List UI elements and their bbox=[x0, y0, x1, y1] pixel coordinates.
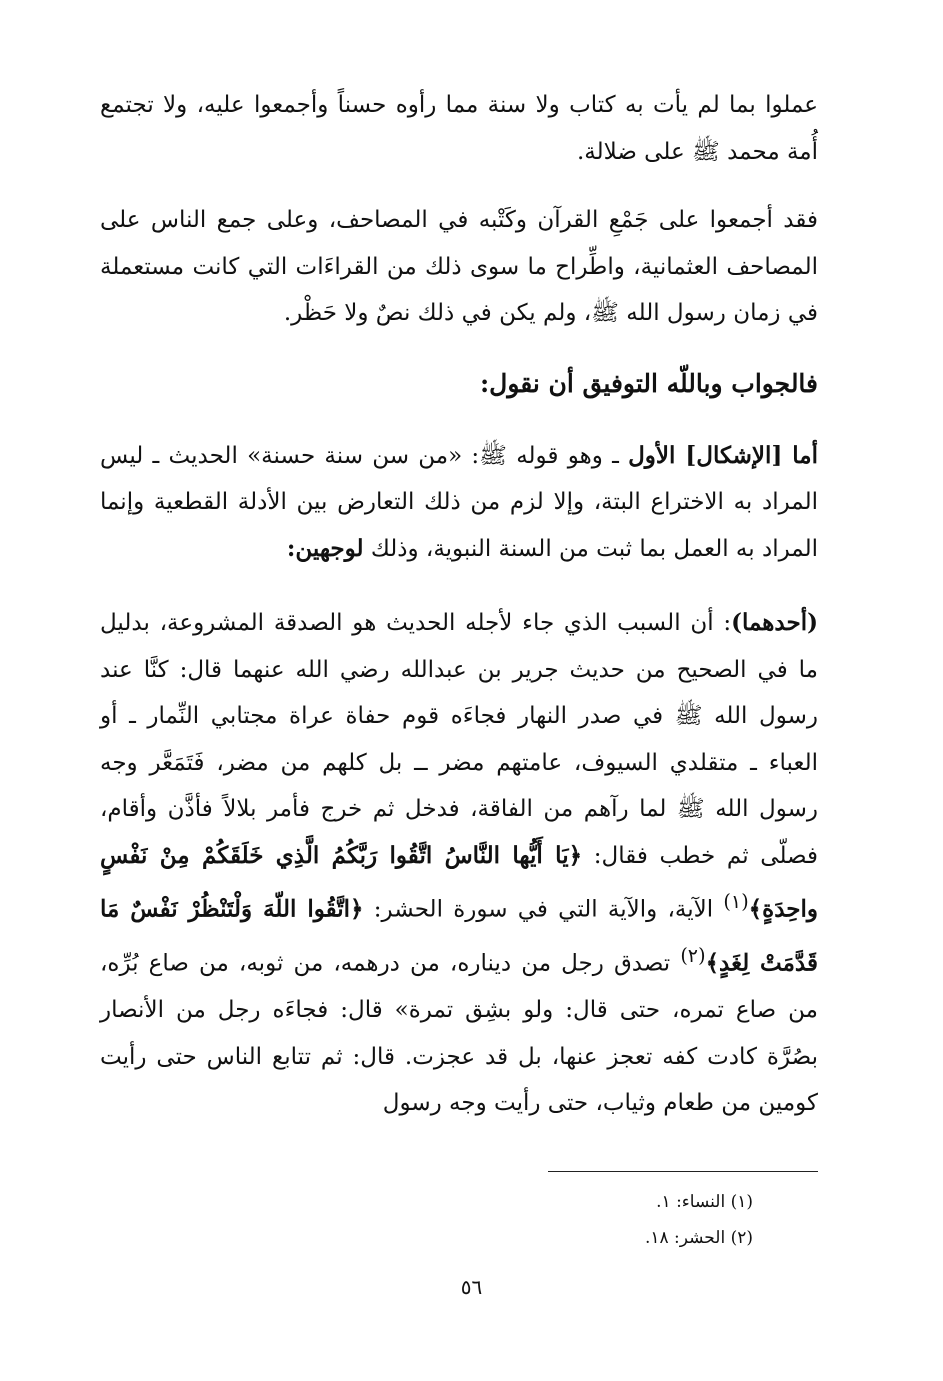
paragraph-3-tail: لوجهين: bbox=[286, 534, 364, 562]
footnote-ref-2: (٢) bbox=[680, 944, 706, 968]
paragraph-4 bbox=[100, 600, 818, 1127]
page-body bbox=[100, 82, 818, 1127]
footnote-2: (٢) الحشر: ١٨. bbox=[644, 1228, 753, 1248]
paragraph-4-part-2: الآية، والآية التي في سورة الحشر: bbox=[363, 896, 724, 923]
footnote-ref-1: (١) bbox=[723, 890, 749, 913]
quran-verse-1: ﴿يَا أَيُّها النَّاسُ اتَّقُوا رَبَّكُمُ الَّذِي خَلَقَكُمْ مِنْ نَفْسٍ واحِدَةٍ﴾ bbox=[100, 841, 818, 923]
paragraph-4-part-1: : أن السبب الذي جاء لأجله الحديث هو الصدقة المشروعة، بدليل ما في الصحيح من حديث جرير بن عبدالله رضي الله عنهما قال: كنَّا عند رسول الله ﷺ في صدر النهار فجاءَه قوم حفاة عراة مجتابي النِّمار ـ أو العباء ـ متقلدي السيوف، عامتهم مضر ــ بل كلهم من مضر، فَتَمَعَّر وجه رسول الله ﷺ لما رآهم من الفاقة، فدخل ثم خرج فأمر بلالاً فأذَّن وأقام، فصلّى ثم خطب فقال: bbox=[100, 610, 818, 869]
paragraph-2: فقد أجمعوا على جَمْعِ القرآن وكَتْبه في المصاحف، وعلى جمع الناس على المصاحف العثمانية، واطِّراح ما سوى ذلك من القراءَات التي كانت مستعملة في زمان رسول الله ﷺ، ولم يكن في ذلك نصٌ ولا حَظْر. bbox=[100, 207, 818, 326]
section-heading: فالجواب وباللّه التوفيق أن نقول: bbox=[479, 368, 818, 398]
footnote-1: (١) النساء: ١. bbox=[656, 1192, 753, 1212]
paragraph-1: عملوا بما لم يأت به كتاب ولا سنة مما رأوه حسناً وأجمعوا عليه، ولا تجتمع أُمة محمد ﷺ على ضلالة. bbox=[100, 92, 818, 165]
page-number: ٥٦ bbox=[460, 1275, 483, 1299]
quran-verse-2: ﴿اتَّقُوا اللّهَ وَلْتَنْظُرْ نَفْسٌ مَا قَدَّمَتْ لِغَدٍ﴾ bbox=[100, 895, 818, 977]
footnote-divider bbox=[548, 1171, 818, 1172]
paragraph-3-lead: أما [الإشكال] الأول bbox=[628, 441, 818, 469]
paragraph-4-lead: (أحدهما) bbox=[731, 609, 818, 636]
paragraph-3-body: ـ وهو قوله ﷺ: «من سن سنة حسنة» الحديث ـ ليس المراد به الاختراع البتة، وإلا لزم من ذلك التعارض بين الأدلة القطعية وإنما المراد به العمل بما ثبت من السنة النبوية، وذلك bbox=[100, 442, 818, 562]
footnotes bbox=[645, 1184, 753, 1256]
paragraph-3 bbox=[100, 433, 818, 573]
paragraph-4-part-3: تصدق رجل من ديناره، من درهمه، من ثوبه، من صاع بُرِّه، من صاع تمره، حتى قال: ولو بشِق تمرة» قال: فجاءَه رجل من الأنصار بصُرَّة كادت كفه تعجز عنها، بل قد عجزت. قال: ثم تتابع الناس حتى رأيت كومين من طعام وثياب، حتى رأيت وجه رسول bbox=[100, 950, 818, 1117]
